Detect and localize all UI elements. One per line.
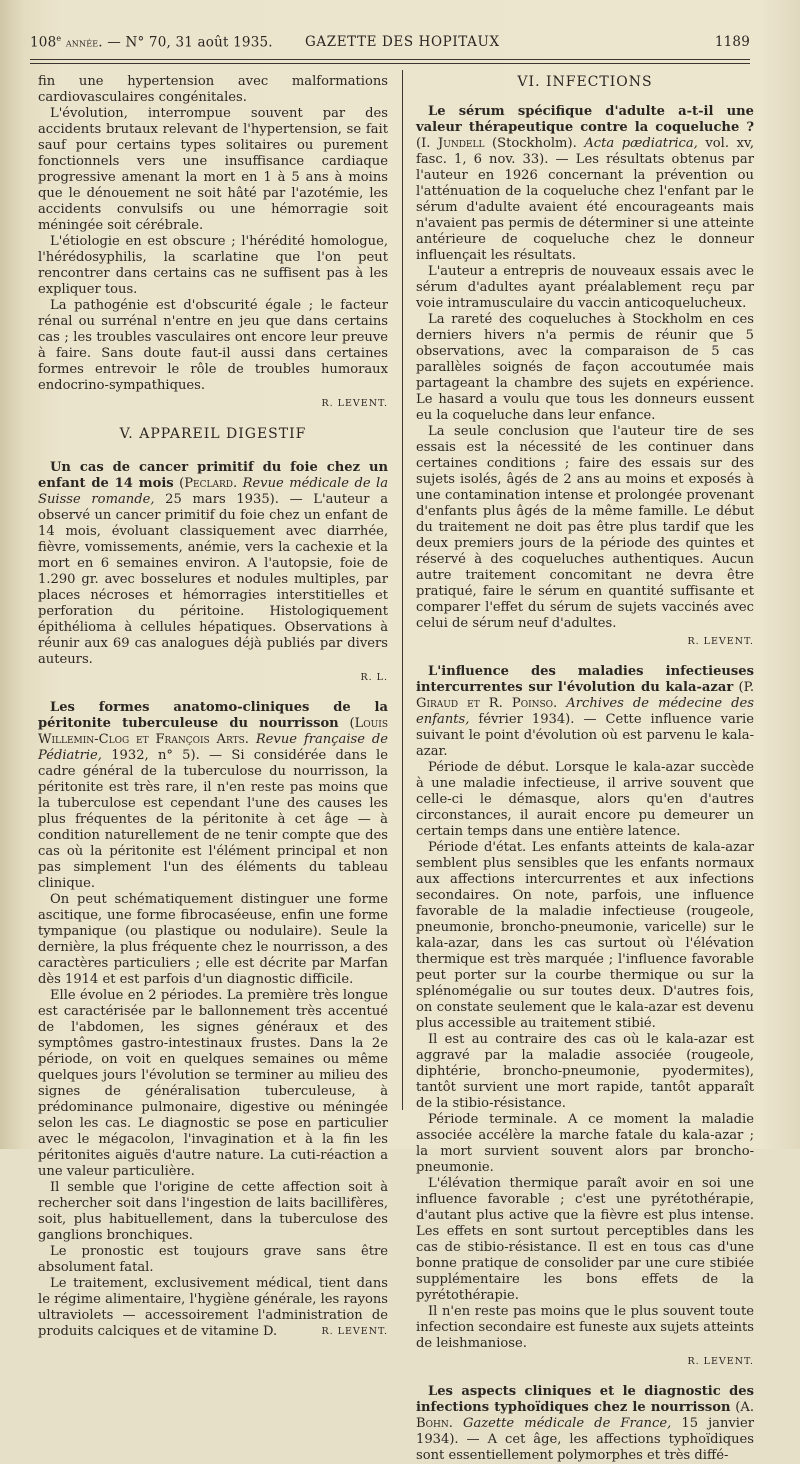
article-body: Les aspects cliniques et le diagnostic des infections typhoïdiques chez le nourrisson (A. Bohn. Gazette médicale de France, 15 janvier 1934). — A cet âge, les affections typhoïdiques sont essentiellement polymorphes et très diffé- <box>416 1384 755 1463</box>
article <box>38 460 388 686</box>
section-heading: VI. INFECTIONS <box>517 74 653 90</box>
paragraph: Il semble que l'origine de cette affection soit à rechercher soit dans l'ingestion de laits bacillifères, soit, plus habituellement, dans la tuberculose des ganglions bronchiques. <box>38 1180 388 1243</box>
article-journal: Revue médicale de la Suisse romande, <box>38 476 389 507</box>
section-heading: V. APPAREIL DIGESTIF <box>119 426 307 442</box>
article-journal: Archives de médecine des enfants, <box>416 696 755 727</box>
journal-title: GAZETTE DES HOPITAUX <box>305 34 500 50</box>
article-title: L'influence des maladies infectieuses intercurrentes sur l'évolution du kala-azar <box>416 664 754 695</box>
article <box>416 664 754 1370</box>
article-title: Les aspects cliniques et le diagnostic des infections typhoïdiques chez le nourrisson <box>416 1384 754 1415</box>
article-journal: Revue française de Pédiatrie, <box>38 732 388 763</box>
paragraph: fin une hypertension avec malformations cardiovasculaires congénitales. <box>38 74 388 105</box>
left-column <box>38 74 388 1340</box>
signature: R. LEVENT. <box>321 1326 388 1337</box>
column-divider <box>402 70 403 1110</box>
paragraph: Il n'en reste pas moins que le plus souvent toute infection secondaire est funeste aux sujets atteints de leishmaniose. <box>416 1304 754 1351</box>
signature: R. LEVENT. <box>321 398 388 409</box>
paragraph: La seule conclusion que l'auteur tire de ses essais est la nécessité de les continuer dans certaines conditions ; faire des essais sur des sujets isolés, âgés de 2 ans au moins et exposés à une contamination intense et prolongée provenant d'enfants plus âgés de la même famille. Le début du traitement ne doit pas être plus tardif que les deux premiers jours de la période des quintes et réservé à des coqueluches authentiques. Aucun autre traitement concomitant ne devra être pratiqué, faire le sérum en quantité suffisante et comparer l'effet du sérum de sujets vaccinés avec celui de sérum neuf d'adultes. <box>416 424 754 631</box>
article-author: Peclard <box>184 476 233 491</box>
article-title: Le sérum spécifique d'adulte a-t-il une valeur thérapeutique contre la coqueluche ? <box>416 104 754 135</box>
signature: R. L. <box>360 672 388 683</box>
article-title: Les formes anatomo-cliniques de la péritonite tuberculeuse du nourrisson <box>38 700 388 731</box>
paragraph: L'auteur a entrepris de nouveaux essais avec le sérum d'adultes ayant préalablement reçu par voie intramusculaire du vaccin anticoquelucheux. <box>416 264 754 311</box>
paragraph: L'élévation thermique paraît avoir en soi une influence favorable ; c'est une pyrétothérapie, d'autant plus active que la fièvre est plus intense. Les effets en sont surtout perceptibles dans les cas de stibio-résistance. Il est en tous cas d'une bonne pratique de consolider par une cure stibiée supplémentaire les bons effets de la pyrétothérapie. <box>416 1176 754 1303</box>
article-author: A. Bohn. <box>416 1400 754 1431</box>
right-column <box>416 74 754 1464</box>
paragraph: Le pronostic est toujours grave sans être absolument fatal. <box>38 1244 388 1275</box>
paragraph: Période d'état. Les enfants atteints de kala-azar semblent plus sensibles que les enfants normaux aux affections intercurrentes et aux infections secondaires. On note, parfois, une influence favorable de la maladie infectieuse (rougeole, pneumonie, broncho-pneumonie, varicelle) sur le kala-azar, dans les cas surtout où l'élévation thermique est très marquée ; l'influence favorable peut porter sur la courbe thermique ou sur la splénomégalie ou sur toutes deux. D'autres fois, on constate seulement que le kala-azar est devenu plus accessible au traitement stibié. <box>416 840 754 1031</box>
article <box>416 1384 754 1464</box>
article-body: Les formes anatomo-cliniques de la péritonite tuberculeuse du nourrisson (Louis Willemin-Clog et François Arts. Revue française de Pédiatrie, 1932, n° 5). — Si considérée dans le cadre général de la tuberculose du nourrisson, la péritonite est très rare, il n'en reste pas moins que la tuberculose est cependant l'une des causes les plus fréquentes de la péritonite à cet âge — à condition naturellement de ne tenir compte que des cas où la péritonite est l'élément principal et non pas simplement l'un des éléments du tableau clinique. <box>38 700 388 891</box>
header-rule <box>30 59 750 60</box>
issue-info: 108e année. — N° 70, 31 août 1935. <box>30 34 273 51</box>
article-author: Louis Willemin-Clog et François Arts. <box>38 716 388 747</box>
paragraph: La rareté des coqueluches à Stockholm en ces derniers hivers n'a permis de réunir que 5 observations, avec la comparaison de 5 cas parallèles soignés de façon accoutumée mais partageant la chambre des sujets en expérience. Le hasard a voulu que tous les donneurs eussent eu la coqueluche dans leur enfance. <box>416 312 754 423</box>
article-body: L'influence des maladies infectieuses intercurrentes sur l'évolution du kala-azar (P. Giraud et R. Poinso. Archives de médecine des enfants, février 1934). — Cette influence varie suivant le point d'évolution où est parvenu le kala-azar. <box>416 664 755 759</box>
article-body: Le sérum spécifique d'adulte a-t-il une valeur thérapeutique contre la coqueluche ? (I. Jundell (Stockholm). Acta pædiatrica, vol. xv, fasc. 1, 6 nov. 33). — Les résultats obtenus par l'auteur en 1926 concernant la prévention ou l'atténuation de la coqueluche chez l'enfant par le sérum d'adulte avaient été encourageants mais n'avaient pas permis de déterminer si une atteinte antérieure de coqueluche chez le donneur influençait les résultats. <box>416 104 754 263</box>
article <box>38 700 388 1340</box>
article-body: Un cas de cancer primitif du foie chez un enfant de 14 mois (Peclard. Revue médicale de la Suisse romande, 25 mars 1935). — L'auteur a observé un cancer primitif du foie chez un enfant de 14 mois, évoluant classiquement avec diarrhée, fièvre, vomissements, anémie, vers la cachexie et la mort en 6 semaines environ. A l'autopsie, foie de 1.290 gr. avec bosselures et nodules multiples, par places nécroses et hémorragies interstitielles et perforation du péritoine. Histologiquement épithélioma à cellules hépatiques. Observations à réunir aux 69 cas analogues déjà publiés par divers auteurs. <box>38 460 389 667</box>
header-rule-thin <box>30 63 750 64</box>
paragraph: On peut schématiquement distinguer une forme ascitique, une forme fibrocaséeuse, enfin une forme tympanique (ou plastique ou nodulaire). Seule la dernière, la plus fréquente chez le nourrisson, a des caractères particuliers ; elle est décrite par Marfan dès 1914 et est parfois d'un diagnostic difficile. <box>38 892 388 987</box>
article-journal: Acta pædiatrica, <box>584 136 698 151</box>
article-author: P. Giraud et R. Poinso. <box>416 680 754 711</box>
article-author: I. Jundell <box>421 136 485 151</box>
page-header <box>30 34 750 54</box>
paragraph: L'évolution, interrompue souvent par des accidents brutaux relevant de l'hypertension, se fait sauf pour certains types solitaires ou purement fonctionnels vers une insuffisance cardiaque progressive amenant la mort en 1 à 5 ans à moins que le dénouement ne soit hâté par l'azotémie, les accidents convulsifs ou une hémorragie soit méningée soit cérébrale. <box>38 106 388 233</box>
paragraph: La pathogénie est d'obscurité égale ; le facteur rénal ou surrénal n'entre en jeu que dans certains cas ; les troubles vasculaires ont encore leur preuve à faire. Sans doute faut-il aussi dans certaines formes entrevoir le rôle de troubles humoraux endocrino-sympathiques. <box>38 298 388 393</box>
paragraph: Période de début. Lorsque le kala-azar succède à une maladie infectieuse, il arrive souvent que celle-ci le démasque, alors qu'en d'autres circonstances, il aurait encore pu demeurer un certain temps dans une entière latence. <box>416 760 754 839</box>
article-title: Un cas de cancer primitif du foie chez un enfant de 14 mois <box>38 460 388 491</box>
signature: R. LEVENT. <box>687 1356 754 1367</box>
paragraph: Il est au contraire des cas où le kala-azar est aggravé par la maladie associée (rougeole, diphtérie, broncho-pneumonie, pyodermites), tantôt survient une mort rapide, tantôt apparaît de la stibio-résistance. <box>416 1032 754 1111</box>
signature: R. LEVENT. <box>687 636 754 647</box>
page-number: 1189 <box>714 34 750 50</box>
paragraph: Le traitement, exclusivement médical, tient dans le régime alimentaire, l'hygiène générale, les rayons ultraviolets — accessoirement l'administration de produits calciques et de vitamine D. R. LEVENT. <box>38 1276 388 1339</box>
paragraph: Période terminale. A ce moment la maladie associée accélère la marche fatale du kala-azar ; la mort survient souvent alors par broncho-pneumonie. <box>416 1112 754 1175</box>
article-journal: Gazette médicale de France, <box>463 1416 672 1431</box>
paragraph: Elle évolue en 2 périodes. La première très longue est caractérisée par le ballonnement très accentué de l'abdomen, les signes généraux et des symptômes gastro-intestinaux frustes. Dans la 2e période, on voit en quelques semaines ou même quelques jours l'évolution se terminer au milieu des signes de généralisation tuberculeuse, à prédominance pulmonaire, digestive ou méningée selon les cas. Le diagnostic se pose en particulier avec le mégacolon, l'invagination et à la fin les péritonites aiguës d'autre nature. La cuti-réaction a une valeur particulière. <box>38 988 388 1179</box>
paragraph: L'étiologie en est obscure ; l'hérédité homologue, l'hérédosyphilis, la scarlatine que l'on peut rencontrer dans certains cas ne suffisent pas à les expliquer tous. <box>38 234 388 297</box>
article <box>416 104 754 650</box>
